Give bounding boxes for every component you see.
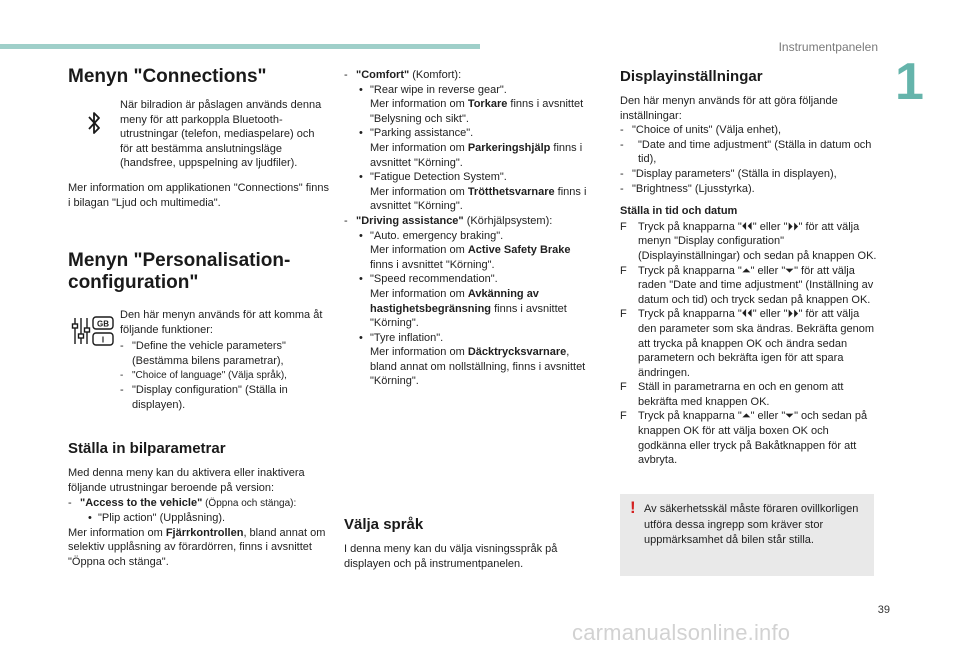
driving-subitem: • "Auto. emergency braking". Mer information om Active Safety Brake finns i avsnittet "Körning". bbox=[359, 229, 571, 271]
comfort-subitem: • "Fatigue Detection System". Mer information om Trötthetsvarnare finns i avsnittet "Körning". bbox=[359, 171, 587, 213]
comfort-subitem: • "Parking assistance". Mer information om Parkeringshjälp finns i avsnittet "Körning". bbox=[359, 127, 583, 169]
driving-subitem: • "Speed recommendation". Mer information om Avkänning av hastighetsbegränsning finns i avsnittet "Körning". bbox=[359, 273, 567, 330]
language-heading: Välja språk bbox=[344, 516, 424, 533]
display-item: - "Display parameters" (Ställa in displayen), bbox=[620, 167, 837, 180]
connections-more-info: Mer information om applikationen "Connections" finns i bilagan "Ljud och multimedia". bbox=[68, 181, 329, 209]
page-number: 39 bbox=[877, 604, 890, 616]
safety-warning-text: Av säkerhetsskäl måste föraren ovillkorligen utföra dessa ingrepp som kräver stor uppmärksamhet då bilen står stilla. bbox=[644, 503, 859, 547]
display-item: - "Date and time adjustment" (Ställa in datum och tid), bbox=[620, 138, 872, 166]
datetime-step: F Ställ in parametrarna en och en genom att bekräfta med knappen OK. bbox=[620, 381, 844, 408]
header-accent-bar bbox=[0, 44, 480, 49]
datetime-step: F Tryck på knapparna "⏴⏴" eller "⏵⏵" för att välja den parameter som ska ändras. Bekräfta genom att trycka på knappen OK och ändra sedan parametern och bekräfta igen för att spara ändringen. bbox=[620, 308, 875, 379]
icon-text-i: I bbox=[101, 335, 105, 345]
column-middle bbox=[344, 68, 594, 389]
display-settings-intro: Den här menyn används för att göra följande inställningar: bbox=[620, 95, 838, 122]
display-item: - "Choice of units" (Välja enhet), bbox=[620, 124, 782, 137]
comfort-subitem: • "Rear wipe in reverse gear". Mer information om Torkare finns i avsnittet "Belysning och sikt". bbox=[359, 83, 584, 125]
comfort-item: - "Comfort" (Komfort): bbox=[344, 69, 462, 81]
warning-icon: ! bbox=[630, 498, 636, 517]
vehicle-params-intro: Med denna meny kan du aktivera eller inaktivera följande utrustningar beroende på version: bbox=[68, 467, 305, 494]
column-right bbox=[620, 68, 878, 468]
watermark: carmanualsonline.info bbox=[572, 620, 791, 645]
safety-warning-box bbox=[620, 494, 874, 576]
connections-heading: Menyn "Connections" bbox=[68, 66, 267, 87]
section-title: Instrumentpanelen bbox=[778, 40, 878, 54]
personalisation-item: - "Choice of language" (Välja språk), bbox=[120, 369, 287, 381]
datetime-heading: Ställa in tid och datum bbox=[620, 205, 738, 218]
vehicle-params-heading: Ställa in bilparametrar bbox=[68, 440, 226, 458]
personalisation-block bbox=[68, 308, 330, 412]
language-text: I denna meny kan du välja visningsspråk på displayen och på instrumentpanelen. bbox=[344, 543, 558, 570]
chapter-number: 1 bbox=[895, 53, 924, 111]
icon-text-gb: GB bbox=[97, 319, 109, 329]
connections-block bbox=[68, 98, 330, 171]
personalisation-text bbox=[120, 308, 330, 412]
datetime-step: F Tryck på knapparna "⏶" eller "⏷" och sedan på knappen OK för att välja boxen OK och godkänna eller tryck på Bakåtknappen för att avbryta. bbox=[620, 410, 868, 467]
language-section bbox=[344, 516, 594, 577]
bluetooth-icon bbox=[68, 98, 120, 136]
personalisation-heading-line2: configuration" bbox=[68, 272, 199, 294]
datetime-step: F Tryck på knapparna "⏶" eller "⏷" för att välja raden "Date and time adjustment" (Inställning av datum och tid) och tryck sedan på knappen OK. bbox=[620, 264, 874, 306]
plip-item: • "Plip action" (Upplåsning). bbox=[88, 512, 226, 525]
personalisation-intro: Den här menyn används för att komma åt följande funktioner: bbox=[120, 309, 323, 336]
datetime-step: F Tryck på knapparna "⏴⏴" eller "⏵⏵" för att välja menyn "Display configuration" (Displayinställningar) och sedan på knappen OK. bbox=[620, 220, 877, 262]
driving-subitem: • "Tyre inflation". Mer information om Däcktrycksvarnare, bland annat om nollställning, finns i avsnittet "Körning". bbox=[359, 331, 586, 388]
access-item: - "Access to the vehicle" (Öppna och stänga): bbox=[68, 496, 297, 509]
personalisation-heading bbox=[68, 250, 330, 294]
settings-gb-icon bbox=[68, 308, 120, 348]
connections-description: När bilradion är påslagen används denna meny för att parkoppla Bluetooth-utrustningar (telefon, mediaspelare) och för att bestämma anslutningsläge (handsfree, uppspelning av ljudfiler). bbox=[120, 99, 322, 170]
display-settings-heading: Displayinställningar bbox=[620, 68, 763, 85]
personalisation-heading-line1: Menyn "Personalisation- bbox=[68, 250, 291, 272]
driving-assistance-item: - "Driving assistance" (Körhjälpsystem): bbox=[344, 214, 553, 227]
personalisation-item: - "Display configuration" (Ställa in displayen). bbox=[120, 384, 288, 411]
display-item: - "Brightness" (Ljusstyrka). bbox=[620, 182, 755, 195]
column-left bbox=[68, 66, 330, 575]
vehicle-params-more: Mer information om Fjärrkontrollen, bland annat om selektiv upplåsning av förardörren, finns i avsnittet "Öppna och stänga". bbox=[68, 526, 326, 568]
personalisation-item: - "Define the vehicle parameters" (Bestämma bilens parametrar), bbox=[120, 340, 286, 367]
